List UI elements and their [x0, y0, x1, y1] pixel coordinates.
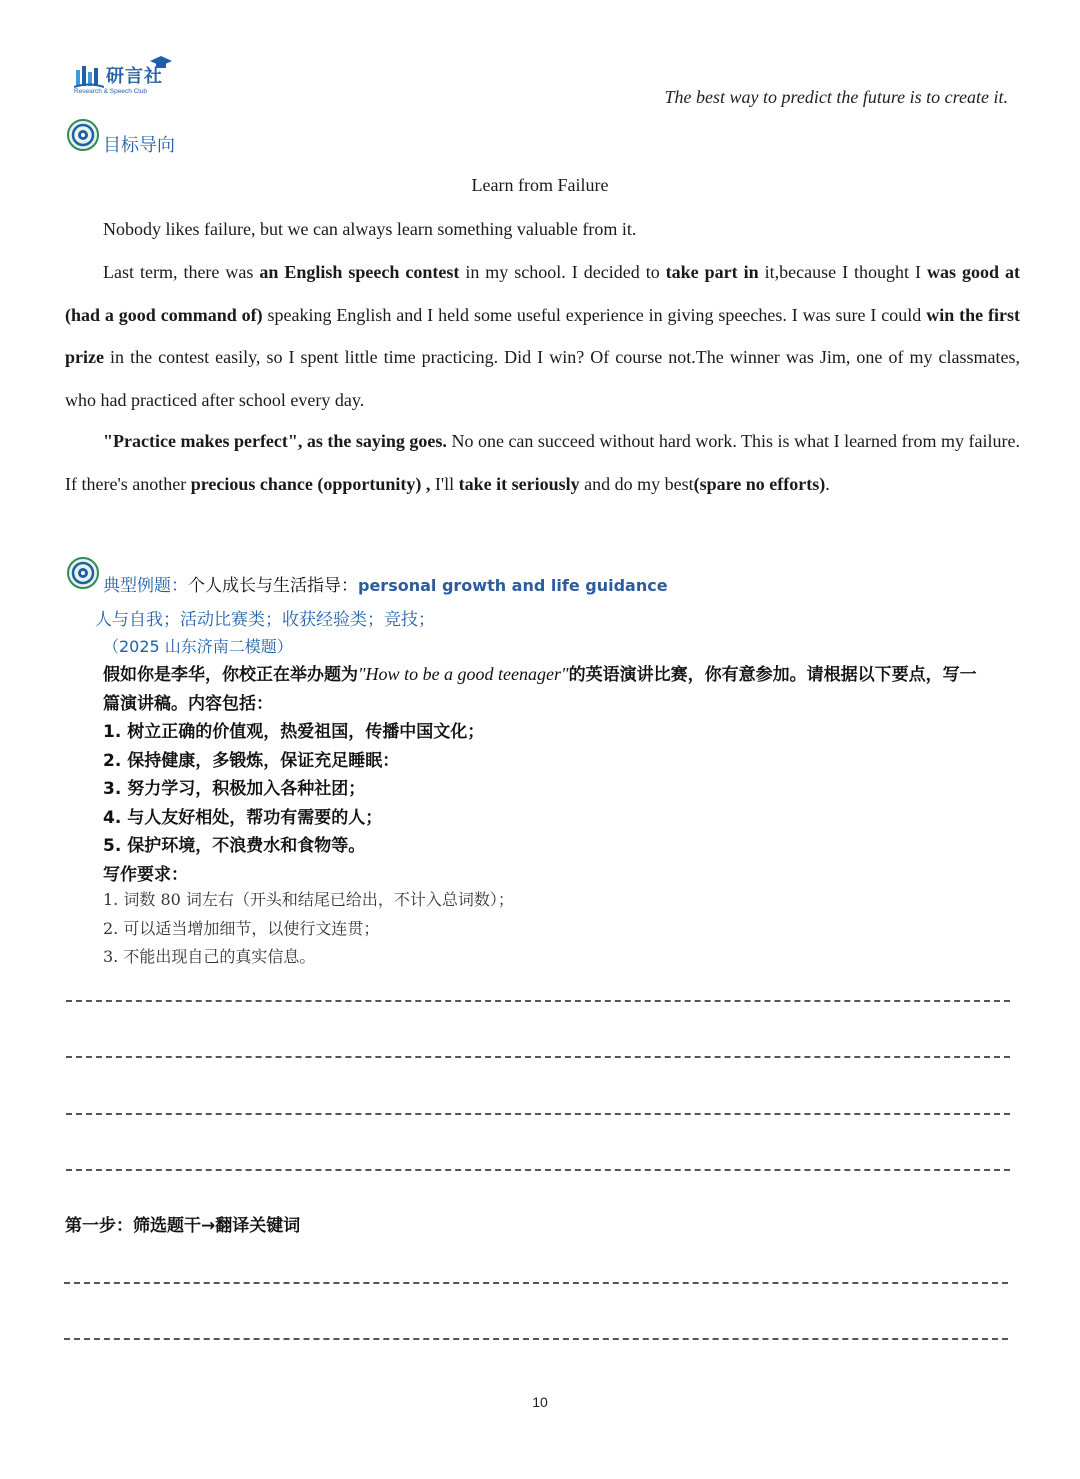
- writing-requirements: [103, 886, 514, 972]
- task-point: 2. 保持健康，多锻炼，保证充足睡眠：: [103, 750, 400, 771]
- essay-text: it,because I thought I: [758, 262, 927, 282]
- step-one-heading: 第一步：筛选题干→翻译关键词: [65, 1216, 301, 1236]
- book-logo-icon: [74, 64, 104, 90]
- key-phrase: win the first prize: [65, 304, 1020, 367]
- requirements-title: 写作要求：: [103, 864, 188, 885]
- answer-line[interactable]: [64, 1338, 1008, 1340]
- task-point: 5. 保护环境，不浪费水和食物等。: [103, 836, 366, 856]
- answer-line[interactable]: [64, 1282, 1008, 1284]
- exam-source: （2025 山东济南二模题）: [103, 637, 293, 656]
- logo-subtitle: Research & Speech Club: [74, 88, 147, 95]
- essay-text: and do my best: [579, 473, 694, 494]
- key-phrase: precious chance (opportunity) ,: [190, 473, 431, 494]
- logo-name: 研言社: [106, 66, 163, 87]
- answer-line[interactable]: [66, 1113, 1010, 1115]
- key-phrase: an English speech contest: [259, 262, 460, 282]
- page-number: 10: [532, 1394, 548, 1410]
- club-logo: [74, 56, 174, 100]
- task-point: 4. 与人友好相处，帮功有需要的人；: [103, 807, 383, 828]
- section-goal-title: 目标导向: [103, 135, 175, 156]
- target-icon: [66, 118, 100, 152]
- answer-line[interactable]: [66, 1000, 1010, 1002]
- essay-text: in my school. I decided to: [459, 262, 666, 282]
- requirement-item: 3. 不能出现自己的真实信息。: [103, 947, 316, 966]
- essay-paragraph-3: [65, 420, 1020, 505]
- key-phrase: "Practice makes perfect", as the saying goes.: [103, 431, 447, 451]
- essay-title: Learn from Failure: [471, 175, 609, 195]
- answer-line[interactable]: [66, 1169, 1010, 1171]
- topic-tags: 人与自我；活动比赛类；收获经验类；竞技；: [95, 610, 435, 630]
- key-phrase: (spare no efforts): [693, 473, 826, 494]
- essay-text: in the contest easily, so I spent little time practicing. Did I win? Of course not.The winner was Jim, one of my classmates, who had practiced after school every day.: [65, 347, 1020, 410]
- key-phrase: take part in: [665, 262, 759, 282]
- requirement-item: 2. 可以适当增加细节，以使行文连贯；: [103, 918, 380, 938]
- task-prompt: 假如你是李华，你校正在举办题为"How to be a good teenager"的英语演讲比赛，你有意参加。请根据以下要点，写一篇演讲稿。内容包括： 1. 树立正确的价值观，热爱祖国，传播中国文化； 2. 保持健康，多锻炼，保证充足睡眠： 3. 努力学习，积极加入各种社团； 4. 与人友好相处，帮功有需要的人； 5. 保护环境，不浪费水和食物等。 写作要求：: [103, 660, 993, 889]
- requirement-item: 1. 词数 80 词左右（开头和结尾已给出，不计入总词数）；: [103, 890, 514, 909]
- answer-line[interactable]: [66, 1056, 1010, 1058]
- key-phrase: was good at (had a good command of): [65, 262, 1020, 325]
- essay-paragraph-2: [65, 251, 1020, 421]
- section-example-title: 典型例题：个人成长与生活指导：personal growth and life guidance: [103, 576, 668, 596]
- essay-text: I'll: [430, 473, 459, 494]
- essay-text: .: [825, 473, 830, 494]
- task-point: 1. 树立正确的价值观，热爱祖国，传播中国文化；: [103, 722, 485, 742]
- header-motto: The best way to predict the future is to create it.: [664, 87, 1008, 107]
- essay-text: speaking English and I held some useful experience in giving speeches. I was sure I could: [262, 304, 927, 325]
- essay-text: Last term, there was: [103, 262, 260, 282]
- essay-paragraph-1: Nobody likes failure, but we can always learn something valuable from it.: [103, 219, 637, 239]
- key-phrase: take it seriously: [458, 473, 580, 494]
- task-point: 3. 努力学习，积极加入各种社团；: [103, 779, 366, 799]
- essay-text: No one can succeed without hard work. This is what I learned from my failure. If there's another: [65, 431, 1020, 494]
- target-icon: [66, 556, 100, 590]
